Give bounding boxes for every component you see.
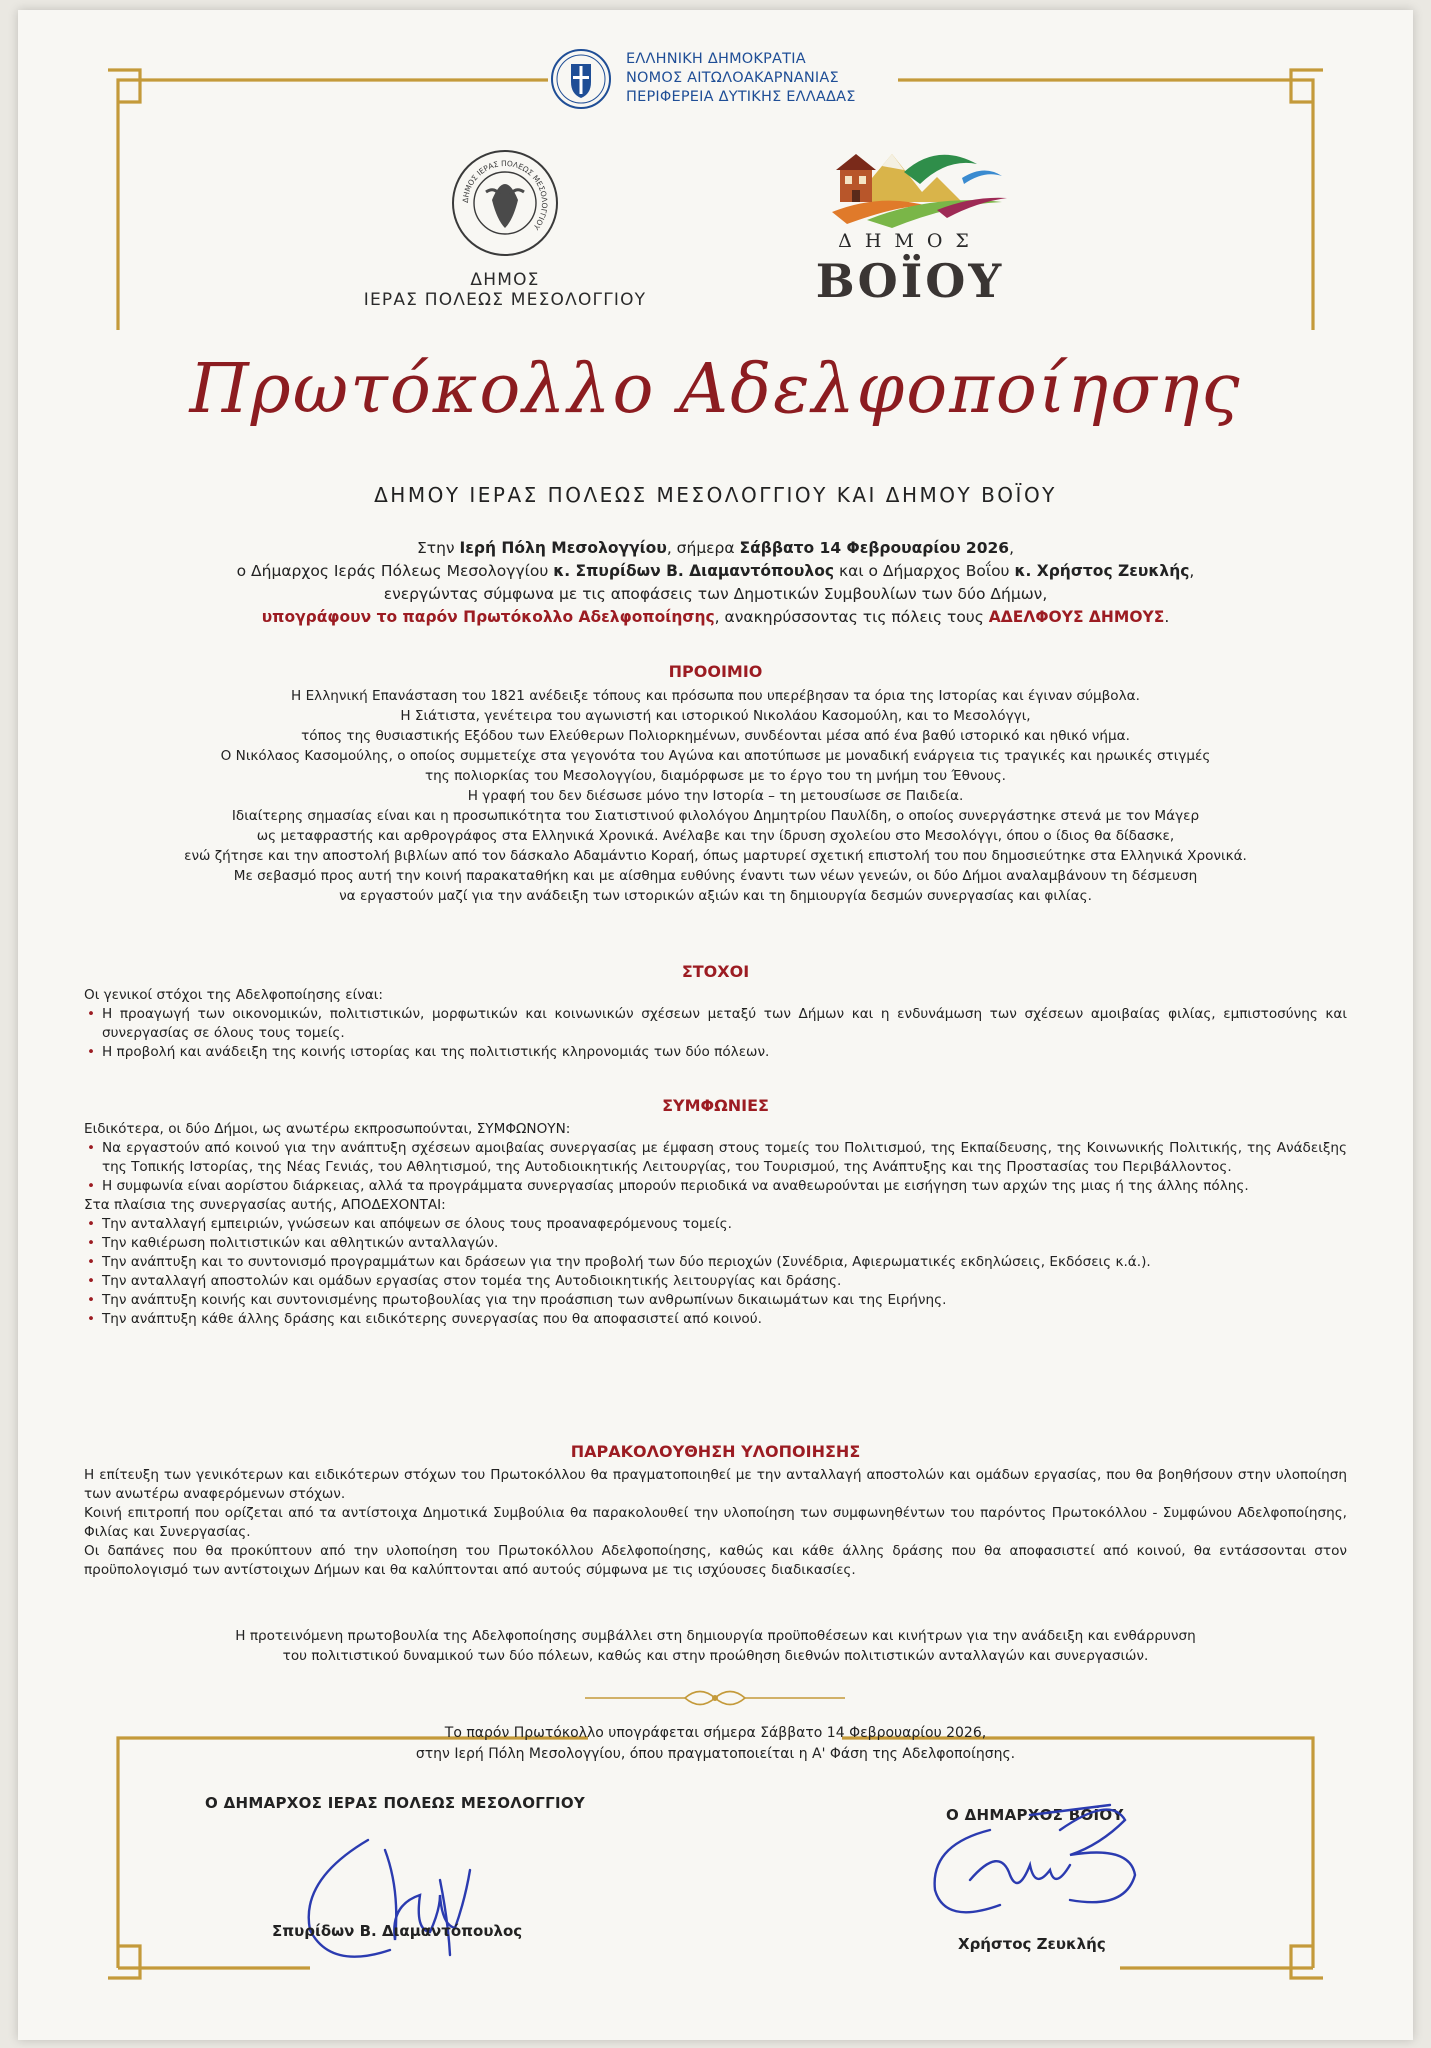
signature-intro — [200, 1723, 1231, 1765]
mesologgi-line-name: ΙΕΡΑΣ ΠΟΛΕΩΣ ΜΕΣΟΛΟΓΓΙΟΥ — [363, 290, 647, 310]
list-item: • Την καθιέρωση πολιτιστικών και αθλητικών ανταλλαγών. — [84, 1234, 1347, 1253]
voio-landscape-logo — [812, 132, 1012, 232]
gov-line-prefecture: ΝΟΜΟΣ ΑΙΤΩΛΟΑΚΑΡΝΑΝΙΑΣ — [626, 70, 839, 86]
prooimio-line: Με σεβασμό προς αυτή την κοινή παρακαταθήκη και με αίσθημα ευθύνης έναντι των νέων γενεών, οι δύο Δήμοι αναλαμβάνουν τη δέσμευση — [233, 868, 1198, 884]
document-subtitle: ΔΗΜΟΥ ΙΕΡΑΣ ΠΟΛΕΩΣ ΜΕΣΟΛΟΓΓΙΟΥ ΚΑΙ ΔΗΜΟΥ ΒΟΪΟΥ — [374, 483, 1057, 507]
list-item: • Η προαγωγή των οικονομικών, πολιτιστικών, μορφωτικών και κοινωνικών σχέσεων μεταξύ των Δήμων και η ενδυνάμωση των σχέσεων αμοιβαίας φιλίας, εμπιστοσύνης και συνεργασίας σε όλους τους τομείς. — [84, 1005, 1347, 1043]
svg-text:ΔΗΜΟΣ ΙΕΡΑΣ ΠΟΛΕΩΣ ΜΕΣΟΛΟΓΓΙΟΥ: ΔΗΜΟΣ ΙΕΡΑΣ ΠΟΛΕΩΣ ΜΕΣΟΛΟΓΓΙΟΥ — [460, 158, 550, 232]
intro-text: , — [1189, 562, 1195, 580]
intro-line — [80, 537, 1351, 560]
intro-text: , — [1009, 539, 1015, 557]
mesologgi-seal-logo — [450, 148, 560, 258]
mesologgi-line-dimos: ΔΗΜΟΣ — [470, 270, 540, 290]
stoxoi-intro: Οι γενικοί στόχοι της Αδελφοποίησης είναι: — [84, 987, 383, 1003]
signature-intro-line: Το παρόν Πρωτόκολλο υπογράφεται σήμερα Σάββατο 14 Φεβρουαρίου 2026, — [444, 1725, 987, 1741]
list-item: • Την ανάπτυξη και το συντονισμό προγραμμάτων και δράσεων για την προβολή των δύο περιοχών (Συνέδρια, Αφιερωματικές εκδηλώσεις, Εκδόσεις κ.ά.). — [84, 1253, 1347, 1272]
document-title: Πρωτόκολλο Αδελφοποίησης — [189, 350, 1242, 429]
parakolouthisi-text — [84, 1466, 1347, 1580]
prooimio-text — [80, 686, 1351, 906]
intro-text: και ο Δήμαρχος Βοΐου — [834, 562, 1015, 580]
intro-emphasis: Σάββατο 14 Φεβρουαρίου 2026 — [739, 539, 1010, 557]
intro-emphasis: κ. Σπυρίδων Β. Διαμαντόπουλος — [553, 562, 835, 580]
intro-paragraph — [80, 537, 1351, 629]
intro-line — [80, 560, 1351, 583]
list-item: • Η συμφωνία είναι αορίστου διάρκειας, αλλά τα προγράμματα συνεργασίας μπορούν περιοδικά να αναθεωρούνται με εισήγηση των αρχών της μιας ή της άλλης πόλης. — [84, 1177, 1347, 1196]
prooimio-line: Η Ελληνική Επανάσταση του 1821 ανέδειξε τόπους και πρόσωπα που υπερέβησαν τα όρια της Ιστορίας και έγιναν σύμβολα. — [291, 688, 1140, 704]
prooimio-line: Η Σιάτιστα, γενέτειρα του αγωνιστή και ιστορικού Νικολάου Κασομούλη, και το Μεσολόγγι, — [400, 708, 1031, 724]
signature-intro-line: στην Ιερή Πόλη Μεσολογγίου, όπου πραγματοποιείται η Α' Φάση της Αδελφοποίησης. — [415, 1746, 1016, 1762]
intro-emphasis-red: ΑΔΕΛΦΟΥΣ ΔΗΜΟΥΣ — [988, 608, 1165, 626]
section-title-stoxoi: ΣΤΟΧΟΙ — [681, 962, 750, 981]
voio-mayor-signature — [910, 1785, 1170, 1945]
intro-text: . — [1164, 608, 1170, 626]
stoxoi-text — [84, 986, 1347, 1062]
prooimio-line: ως μεταφραστής και αρθρογράφος στα Ελληνικά Χρονικά. Ανέλαβε και την ίδρυση σχολείου στο Μεσολόγγι, όπου ο ίδιος θα δίδασκε, — [256, 828, 1175, 844]
voio-mayor-title: Ο ΔΗΜΑΡΧΟΣ ΒΟΪΟΥ — [946, 1806, 1124, 1824]
list-item: • Την ανάπτυξη κοινής και συντονισμένης πρωτοβουλίας για την προάσπιση των ανθρωπίνων δικαιωμάτων και της Ειρήνης. — [84, 1291, 1347, 1310]
intro-text: , σήμερα — [666, 539, 740, 557]
mesologgi-mayor-signature — [290, 1800, 570, 1970]
intro-emphasis: κ. Χρήστος Ζευκλής — [1014, 562, 1190, 580]
list-item: • Την ανάπτυξη κάθε άλλης δράσης και ειδικότερης συνεργασίας που θα αποφασιστεί από κοινού. — [84, 1310, 1347, 1329]
section-title-symfonies: ΣΥΜΦΩΝΙΕΣ — [662, 1096, 769, 1115]
voio-mayor-name: Χρήστος Ζευκλής — [958, 1935, 1106, 1953]
prooimio-line: Ιδιαίτερης σημασίας είναι και η προσωπικότητα του Σιατιστινού φιλολόγου Δημητρίου Παυλίδη, ο οποίος συνεργάστηκε στενά με τον Μάγερ — [231, 808, 1200, 824]
intro-text: ο Δήμαρχος Ιεράς Πόλεως Μεσολογγίου — [236, 562, 554, 580]
mesologgi-mayor-title: Ο ΔΗΜΑΡΧΟΣ ΙΕΡΑΣ ΠΟΛΕΩΣ ΜΕΣΟΛΟΓΓΙΟΥ — [205, 1794, 586, 1812]
symfonies-intro-accept: Στα πλαίσια της συνεργασίας αυτής, ΑΠΟΔΕΧΟΝΤΑΙ: — [84, 1197, 446, 1213]
symfonies-text — [84, 1120, 1347, 1329]
prooimio-line: τόπος της θυσιαστικής Εξόδου των Ελεύθερων Πολιορκημένων, συνδέονται μέσα από ένα βαθύ ιστορικό και ηθικό νήμα. — [301, 728, 1130, 744]
parakolouthisi-paragraph: Οι δαπάνες που θα προκύπτουν από την υλοποίηση του Πρωτοκόλλου Αδελφοποίησης, καθώς και κάθε άλλης δράσης που θα αποφασιστεί από κοινού, θα εντάσσονται στον προϋπολογισμό των αντίστοιχων Δήμων και θα καλύπτονται από αυτούς σύμφωνα με τις ισχύουσες διαδικασίες. — [84, 1543, 1347, 1578]
section-title-prooimio: ΠΡΟΟΙΜΙΟ — [668, 662, 763, 681]
closing-line: του πολιτιστικού δυναμικού των δύο πόλεων, καθώς και στην προώθηση διεθνών πολιτιστικών ανταλλαγών και συνεργασιών. — [282, 1648, 1149, 1664]
list-item: • Η προβολή και ανάδειξη της κοινής ιστορίας και της πολιτιστικής κληρονομιάς των δύο πόλεων. — [84, 1043, 1347, 1062]
symfonies-list — [84, 1139, 1347, 1196]
gold-ornament-divider — [575, 1687, 855, 1709]
mesologgi-mayor-name: Σπυρίδων Β. Διαμαντόπουλος — [272, 1922, 523, 1940]
prooimio-line: να εργαστούν μαζί για την ανάδειξη των ιστορικών αξιών και τη δημιουργία δεσμών συνεργασίας και φιλίας. — [339, 888, 1092, 904]
intro-emphasis: Ιερή Πόλη Μεσολογγίου — [459, 539, 667, 557]
parakolouthisi-paragraph: Κοινή επιτροπή που ορίζεται από τα αντίστοιχα Δημοτικά Συμβούλια θα παρακολουθεί την υλοποίηση των συμφωνηθέντων του παρόντος Πρωτοκόλλου - Συμφώνου Αδελφοποίησης, Φιλίας και Συνεργασίας. — [84, 1505, 1347, 1540]
gov-line-republic: ΕΛΛΗΝΙΚΗ ΔΗΜΟΚΡΑΤΙΑ — [626, 51, 806, 67]
voio-name-label: ΒΟΪΟΥ — [815, 254, 1005, 308]
closing-line: Η προτεινόμενη πρωτοβουλία της Αδελφοποίησης συμβάλλει στη δημιουργία προϋποθέσεων και κινήτρων για την ανάδειξη και ενθάρρυνση — [235, 1628, 1196, 1644]
government-header-text — [626, 50, 926, 107]
prooimio-line: Η γραφή του δεν διέσωσε μόνο την Ιστορία – τη μετουσίωσε σε Παιδεία. — [467, 788, 964, 804]
stoxoi-list — [84, 1005, 1347, 1062]
mesologgi-municipality-name — [320, 270, 690, 310]
list-item: • Την ανταλλαγή εμπειριών, γνώσεων και απόψεων σε όλους τους προαναφερόμενους τομείς. — [84, 1215, 1347, 1234]
symfonies-intro: Ειδικότερα, οι δύο Δήμοι, ως ανωτέρω εκπροσωπούνται, ΣΥΜΦΩΝΟΥΝ: — [84, 1121, 571, 1137]
section-title-parakolouthisi: ΠΑΡΑΚΟΛΟΥΘΗΣΗ ΥΛΟΠΟΙΗΣΗΣ — [570, 1442, 861, 1461]
greek-coat-of-arms-icon — [550, 48, 612, 110]
list-item: • Να εργαστούν από κοινού για την ανάπτυξη σχέσεων αμοιβαίας συνεργασίας με έμφαση στους τομείς του Πολιτισμού, της Εκπαίδευσης, της Κοινωνικής Πολιτικής, της Ανάδειξης της Τοπικής Ιστορίας, της Νέας Γενιάς, του Αθλητισμού, της Αυτοδιοικητικής Λειτουργίας, του Τουρισμού, της Ανάπτυξης και της Προστασίας του Περιβάλλοντος. — [84, 1139, 1347, 1177]
intro-line — [80, 606, 1351, 629]
prooimio-line: της πολιορκίας του Μεσολογγίου, διαμόρφωσε με το έργο του τη μνήμη του Έθνους. — [424, 768, 1006, 784]
list-item: • Την ανταλλαγή αποστολών και ομάδων εργασίας στον τομέα της Αυτοδιοικητικής λειτουργίας και δράσης. — [84, 1272, 1347, 1291]
apodexontai-list — [84, 1215, 1347, 1329]
intro-text: Στην — [416, 539, 460, 557]
gov-line-region: ΠΕΡΙΦΕΡΕΙΑ ΔΥΤΙΚΗΣ ΕΛΛΑΔΑΣ — [626, 89, 856, 105]
intro-emphasis-red: υπογράφουν το παρόν Πρωτόκολλο Αδελφοποίησης — [261, 608, 715, 626]
prooimio-line: ενώ ζήτησε και την αποστολή βιβλίων από τον δάσκαλο Αδαμάντιο Κοραή, όπως μαρτυρεί σχετική επιστολή του που δημοσιεύτηκε στα Ελληνικά Χρονικά. — [184, 848, 1247, 864]
closing-text — [80, 1626, 1351, 1666]
intro-line: ενεργώντας σύμφωνα με τις αποφάσεις των Δημοτικών Συμβουλίων των δύο Δήμων, — [383, 585, 1048, 603]
prooimio-line: Ο Νικόλαος Κασομούλης, ο οποίος συμμετείχε στα γεγονότα του Αγώνα και αποτύπωσε με μοναδική ενάργεια τις τραγικές και ηρωικές στιγμές — [220, 748, 1211, 764]
voio-dimos-label: ΔΗΜΟΣ — [838, 230, 982, 252]
intro-text: , ανακηρύσσοντας τις πόλεις τους — [714, 608, 989, 626]
parakolouthisi-paragraph: Η επίτευξη των γενικότερων και ειδικότερων στόχων του Πρωτοκόλλου θα πραγματοποιηθεί με την ανταλλαγή αποστολών και ομάδων εργασίας, που θα βοηθήσουν στην υλοποίηση των ανωτέρω αναφερόμενων στόχων. — [84, 1467, 1347, 1502]
